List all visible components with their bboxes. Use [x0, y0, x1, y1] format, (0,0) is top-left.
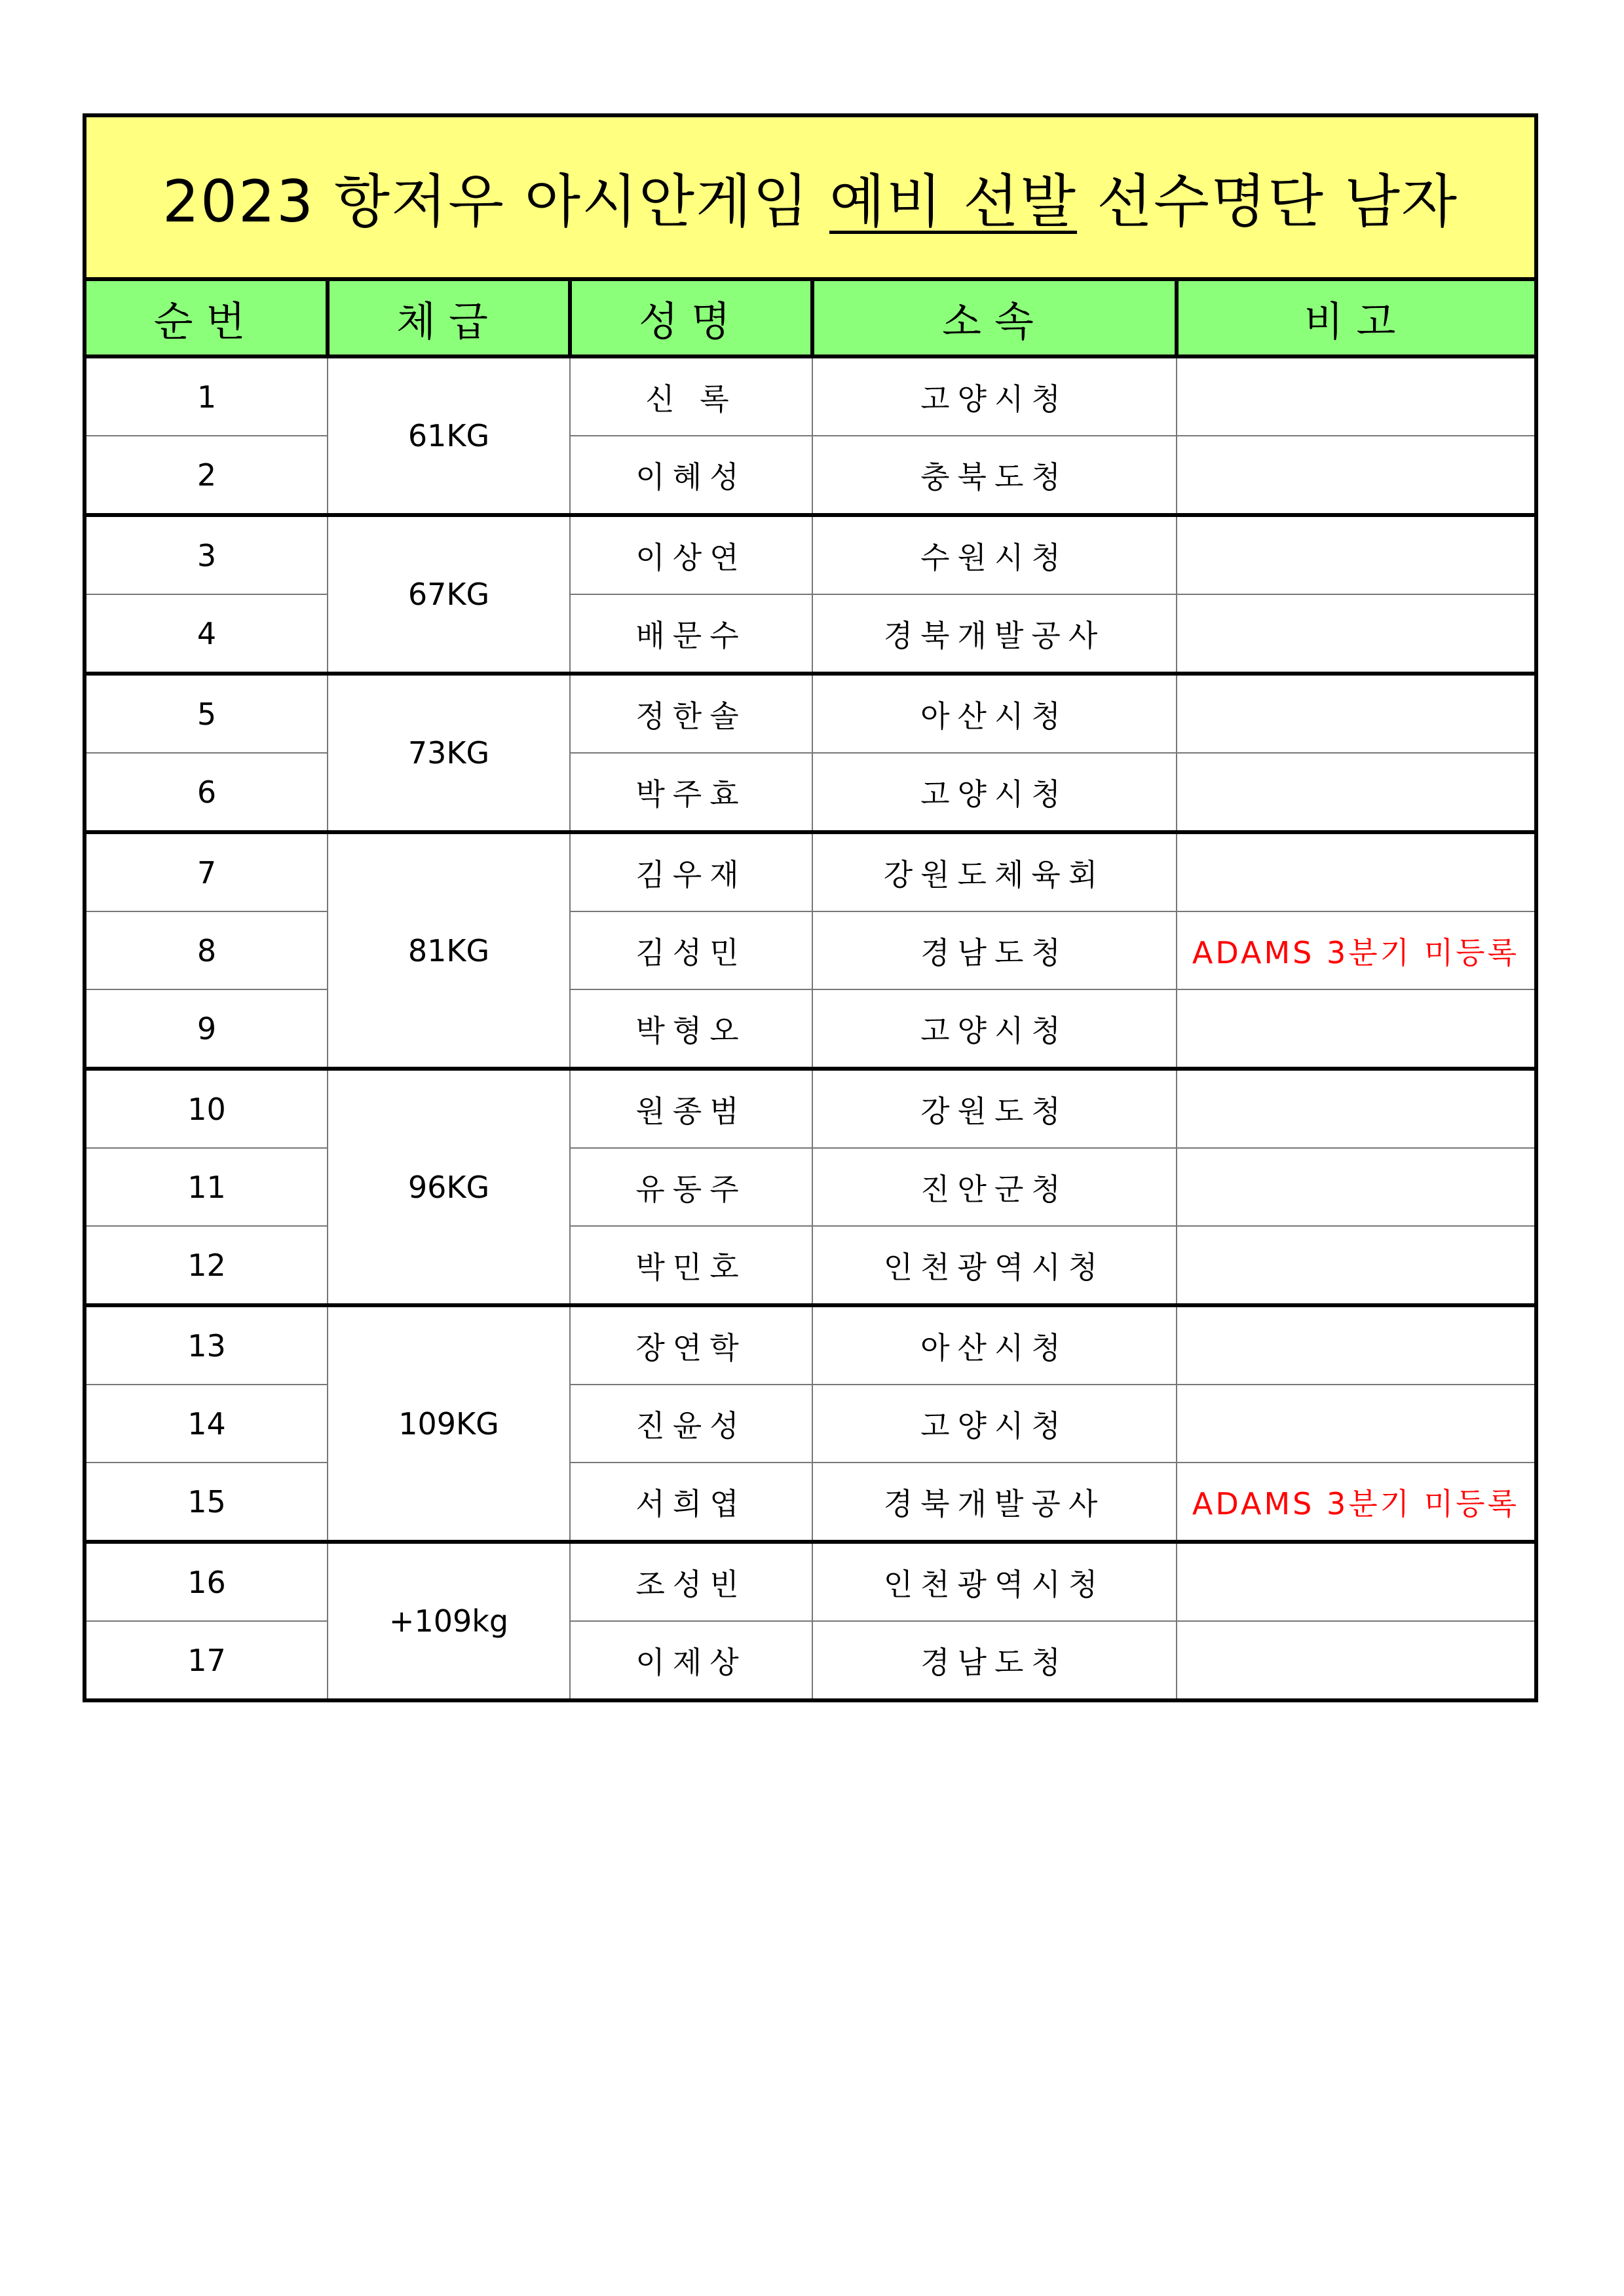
cell-team: 아산시청	[812, 674, 1177, 753]
cell-number: 5	[86, 674, 328, 753]
header-team: 소속	[812, 281, 1177, 356]
cell-note	[1177, 1226, 1534, 1305]
cell-weight-class: +109kg	[328, 1542, 570, 1698]
table-row	[86, 1226, 1534, 1305]
cell-note	[1177, 436, 1534, 515]
table-row	[86, 1463, 1534, 1542]
cell-number: 6	[86, 753, 328, 832]
table-body	[86, 356, 1534, 1698]
cell-name: 원종범	[570, 1069, 812, 1148]
cell-team: 고양시청	[812, 753, 1177, 832]
cell-note	[1177, 674, 1534, 753]
cell-note: ADAMS 3분기 미등록	[1177, 911, 1534, 989]
table-row	[86, 1621, 1534, 1698]
table-row	[86, 1148, 1534, 1226]
cell-note	[1177, 832, 1534, 911]
cell-name: 유동주	[570, 1148, 812, 1226]
cell-name: 신 록	[570, 356, 812, 436]
title-part-1: 2023 항저우 아시안게임	[162, 168, 829, 235]
cell-team: 인천광역시청	[812, 1542, 1177, 1621]
cell-name: 배문수	[570, 594, 812, 674]
table-row	[86, 1305, 1534, 1385]
cell-note	[1177, 515, 1534, 594]
cell-team: 경남도청	[812, 1621, 1177, 1698]
cell-name: 장연학	[570, 1305, 812, 1385]
header-name: 성명	[570, 281, 812, 356]
cell-team: 강원도체육회	[812, 832, 1177, 911]
cell-number: 13	[86, 1305, 328, 1385]
cell-note	[1177, 989, 1534, 1069]
cell-name: 서희엽	[570, 1463, 812, 1542]
table-row	[86, 1542, 1534, 1621]
cell-name: 박민호	[570, 1226, 812, 1305]
cell-number: 1	[86, 356, 328, 436]
cell-name: 김우재	[570, 832, 812, 911]
cell-name: 김성민	[570, 911, 812, 989]
cell-note	[1177, 594, 1534, 674]
cell-note	[1177, 356, 1534, 436]
cell-note	[1177, 753, 1534, 832]
cell-team: 인천광역시청	[812, 1226, 1177, 1305]
cell-team: 아산시청	[812, 1305, 1177, 1385]
cell-name: 진윤성	[570, 1385, 812, 1463]
cell-team: 진안군청	[812, 1148, 1177, 1226]
cell-number: 4	[86, 594, 328, 674]
cell-number: 17	[86, 1621, 328, 1698]
cell-weight-class: 61KG	[328, 356, 570, 515]
header-number: 순번	[86, 281, 328, 356]
cell-team: 고양시청	[812, 1385, 1177, 1463]
cell-number: 15	[86, 1463, 328, 1542]
cell-number: 3	[86, 515, 328, 594]
cell-team: 경북개발공사	[812, 594, 1177, 674]
cell-team: 충북도청	[812, 436, 1177, 515]
table-row	[86, 989, 1534, 1069]
table-row	[86, 1069, 1534, 1148]
cell-number: 2	[86, 436, 328, 515]
cell-name: 이상연	[570, 515, 812, 594]
cell-name: 박주효	[570, 753, 812, 832]
title-part-2: 선수명단 남자	[1076, 168, 1458, 235]
cell-number: 10	[86, 1069, 328, 1148]
cell-name: 박형오	[570, 989, 812, 1069]
cell-weight-class: 67KG	[328, 515, 570, 674]
cell-name: 이혜성	[570, 436, 812, 515]
cell-note	[1177, 1542, 1534, 1621]
cell-name: 조성빈	[570, 1542, 812, 1621]
roster-sheet	[83, 113, 1538, 1702]
cell-number: 16	[86, 1542, 328, 1621]
table-row	[86, 832, 1534, 911]
table-row	[86, 1385, 1534, 1463]
table-row	[86, 515, 1534, 594]
cell-team: 경남도청	[812, 911, 1177, 989]
cell-note: ADAMS 3분기 미등록	[1177, 1463, 1534, 1542]
cell-number: 8	[86, 911, 328, 989]
cell-weight-class: 96KG	[328, 1069, 570, 1305]
title-underlined: 예비 선발	[829, 168, 1077, 235]
cell-name: 정한솔	[570, 674, 812, 753]
cell-name: 이제상	[570, 1621, 812, 1698]
cell-team: 강원도청	[812, 1069, 1177, 1148]
table-row	[86, 753, 1534, 832]
cell-number: 9	[86, 989, 328, 1069]
cell-team: 고양시청	[812, 989, 1177, 1069]
cell-note	[1177, 1385, 1534, 1463]
cell-note	[1177, 1148, 1534, 1226]
cell-weight-class: 73KG	[328, 674, 570, 832]
table-row	[86, 594, 1534, 674]
cell-team: 수원시청	[812, 515, 1177, 594]
roster-table	[86, 281, 1534, 1698]
cell-weight-class: 81KG	[328, 832, 570, 1069]
cell-number: 12	[86, 1226, 328, 1305]
cell-note	[1177, 1305, 1534, 1385]
page-title	[86, 117, 1534, 281]
table-row	[86, 674, 1534, 753]
cell-weight-class: 109KG	[328, 1305, 570, 1542]
cell-number: 7	[86, 832, 328, 911]
cell-number: 14	[86, 1385, 328, 1463]
cell-number: 11	[86, 1148, 328, 1226]
table-row	[86, 436, 1534, 515]
table-row	[86, 911, 1534, 989]
cell-team: 고양시청	[812, 356, 1177, 436]
table-header	[86, 281, 1534, 356]
header-weight-class: 체급	[328, 281, 570, 356]
header-note: 비고	[1177, 281, 1534, 356]
cell-team: 경북개발공사	[812, 1463, 1177, 1542]
cell-note	[1177, 1069, 1534, 1148]
cell-note	[1177, 1621, 1534, 1698]
table-row	[86, 356, 1534, 436]
